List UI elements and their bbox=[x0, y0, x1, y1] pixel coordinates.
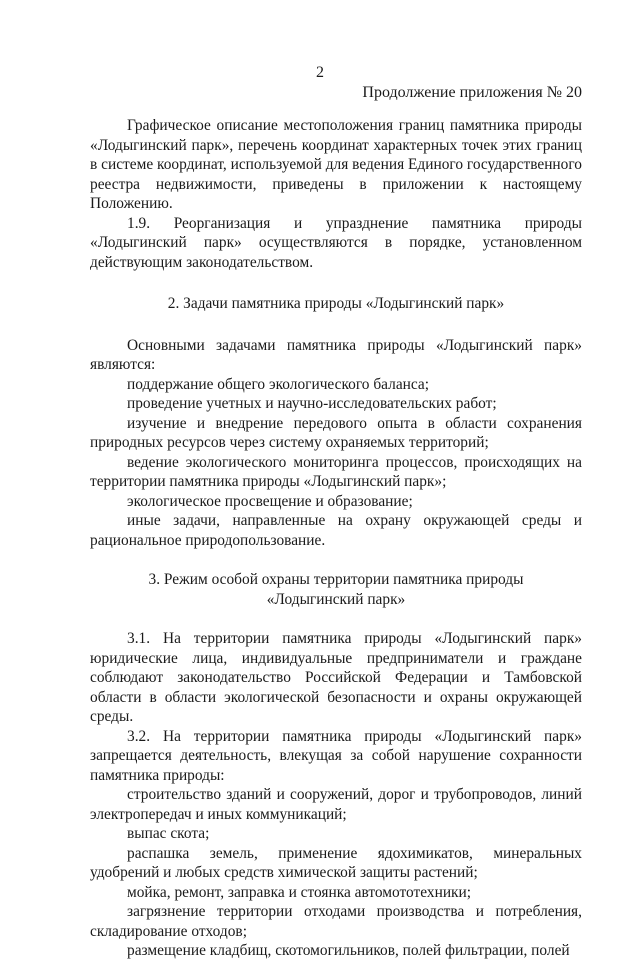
paragraph-graphic-description: Графическое описание местоположения границ памятника природы «Лодыгинский парк», перечень координат характерных точек этих границ в системе координат, используемой для ведения Единого государственного реестра недвижимости, приведены в приложении к настоящему Положению. bbox=[90, 117, 582, 212]
list-item: распашка земель, применение ядохимикатов, минеральных удобрений и любых средств химической защиты растений; bbox=[90, 844, 582, 881]
list-item: иные задачи, направленные на охрану окружающей среды и рациональное природопользование. bbox=[90, 512, 582, 549]
paragraph-3-1: 3.1. На территории памятника природы «Лодыгинский парк» юридические лица, индивидуальные предприниматели и граждане соблюдают законодательство Российской Федерации и Тамбовской области в области экологической безопасности и охраны окружающей среды. bbox=[90, 630, 582, 725]
section-3-heading-line1: 3. Режим особой охраны территории памятника природы bbox=[148, 571, 524, 588]
document-body bbox=[90, 116, 582, 961]
list-item: выпас скота; bbox=[127, 825, 210, 842]
list-item: поддержание общего экологического баланса; bbox=[127, 375, 430, 393]
list-item: изучение и внедрение передового опыта в области сохранения природных ресурсов через систему охраняемых территорий; bbox=[90, 414, 582, 451]
list-item: загрязнение территории отходами производства и потребления, складирование отходов; bbox=[90, 903, 582, 940]
list-item: экологическое просвещение и образование; bbox=[127, 492, 413, 510]
section-3-heading-line2: «Лодыгинский парк» bbox=[266, 590, 406, 608]
paragraph-1-9: 1.9. Реорганизация и упразднение памятника природы «Лодыгинский парк» осуществляются в порядке, установленном действующим законодательством. bbox=[90, 214, 582, 271]
list-item: мойка, ремонт, заправка и стоянка автомототехники; bbox=[127, 883, 472, 901]
paragraph-3-2: 3.2. На территории памятника природы «Лодыгинский парк» запрещается деятельность, влекущая за собой нарушение сохранности памятника природы: bbox=[90, 727, 582, 784]
page-number: 2 bbox=[316, 64, 324, 81]
list-item: ведение экологического мониторинга процессов, происходящих на территории памятника природы «Лодыгинский парк»; bbox=[90, 453, 582, 490]
list-item: размещение кладбищ, скотомогильников, полей фильтрации, полей bbox=[127, 942, 570, 959]
list-item: проведение учетных и научно-исследовательских работ; bbox=[127, 395, 497, 412]
list-item: строительство зданий и сооружений, дорог и трубопроводов, линий электропередач и иных коммуникаций; bbox=[90, 786, 582, 823]
section-2-intro: Основными задачами памятника природы «Лодыгинский парк» являются: bbox=[90, 336, 582, 373]
section-2-heading: 2. Задачи памятника природы «Лодыгинский парк» bbox=[167, 295, 505, 312]
appendix-note: Продолжение приложения № 20 bbox=[362, 84, 582, 101]
